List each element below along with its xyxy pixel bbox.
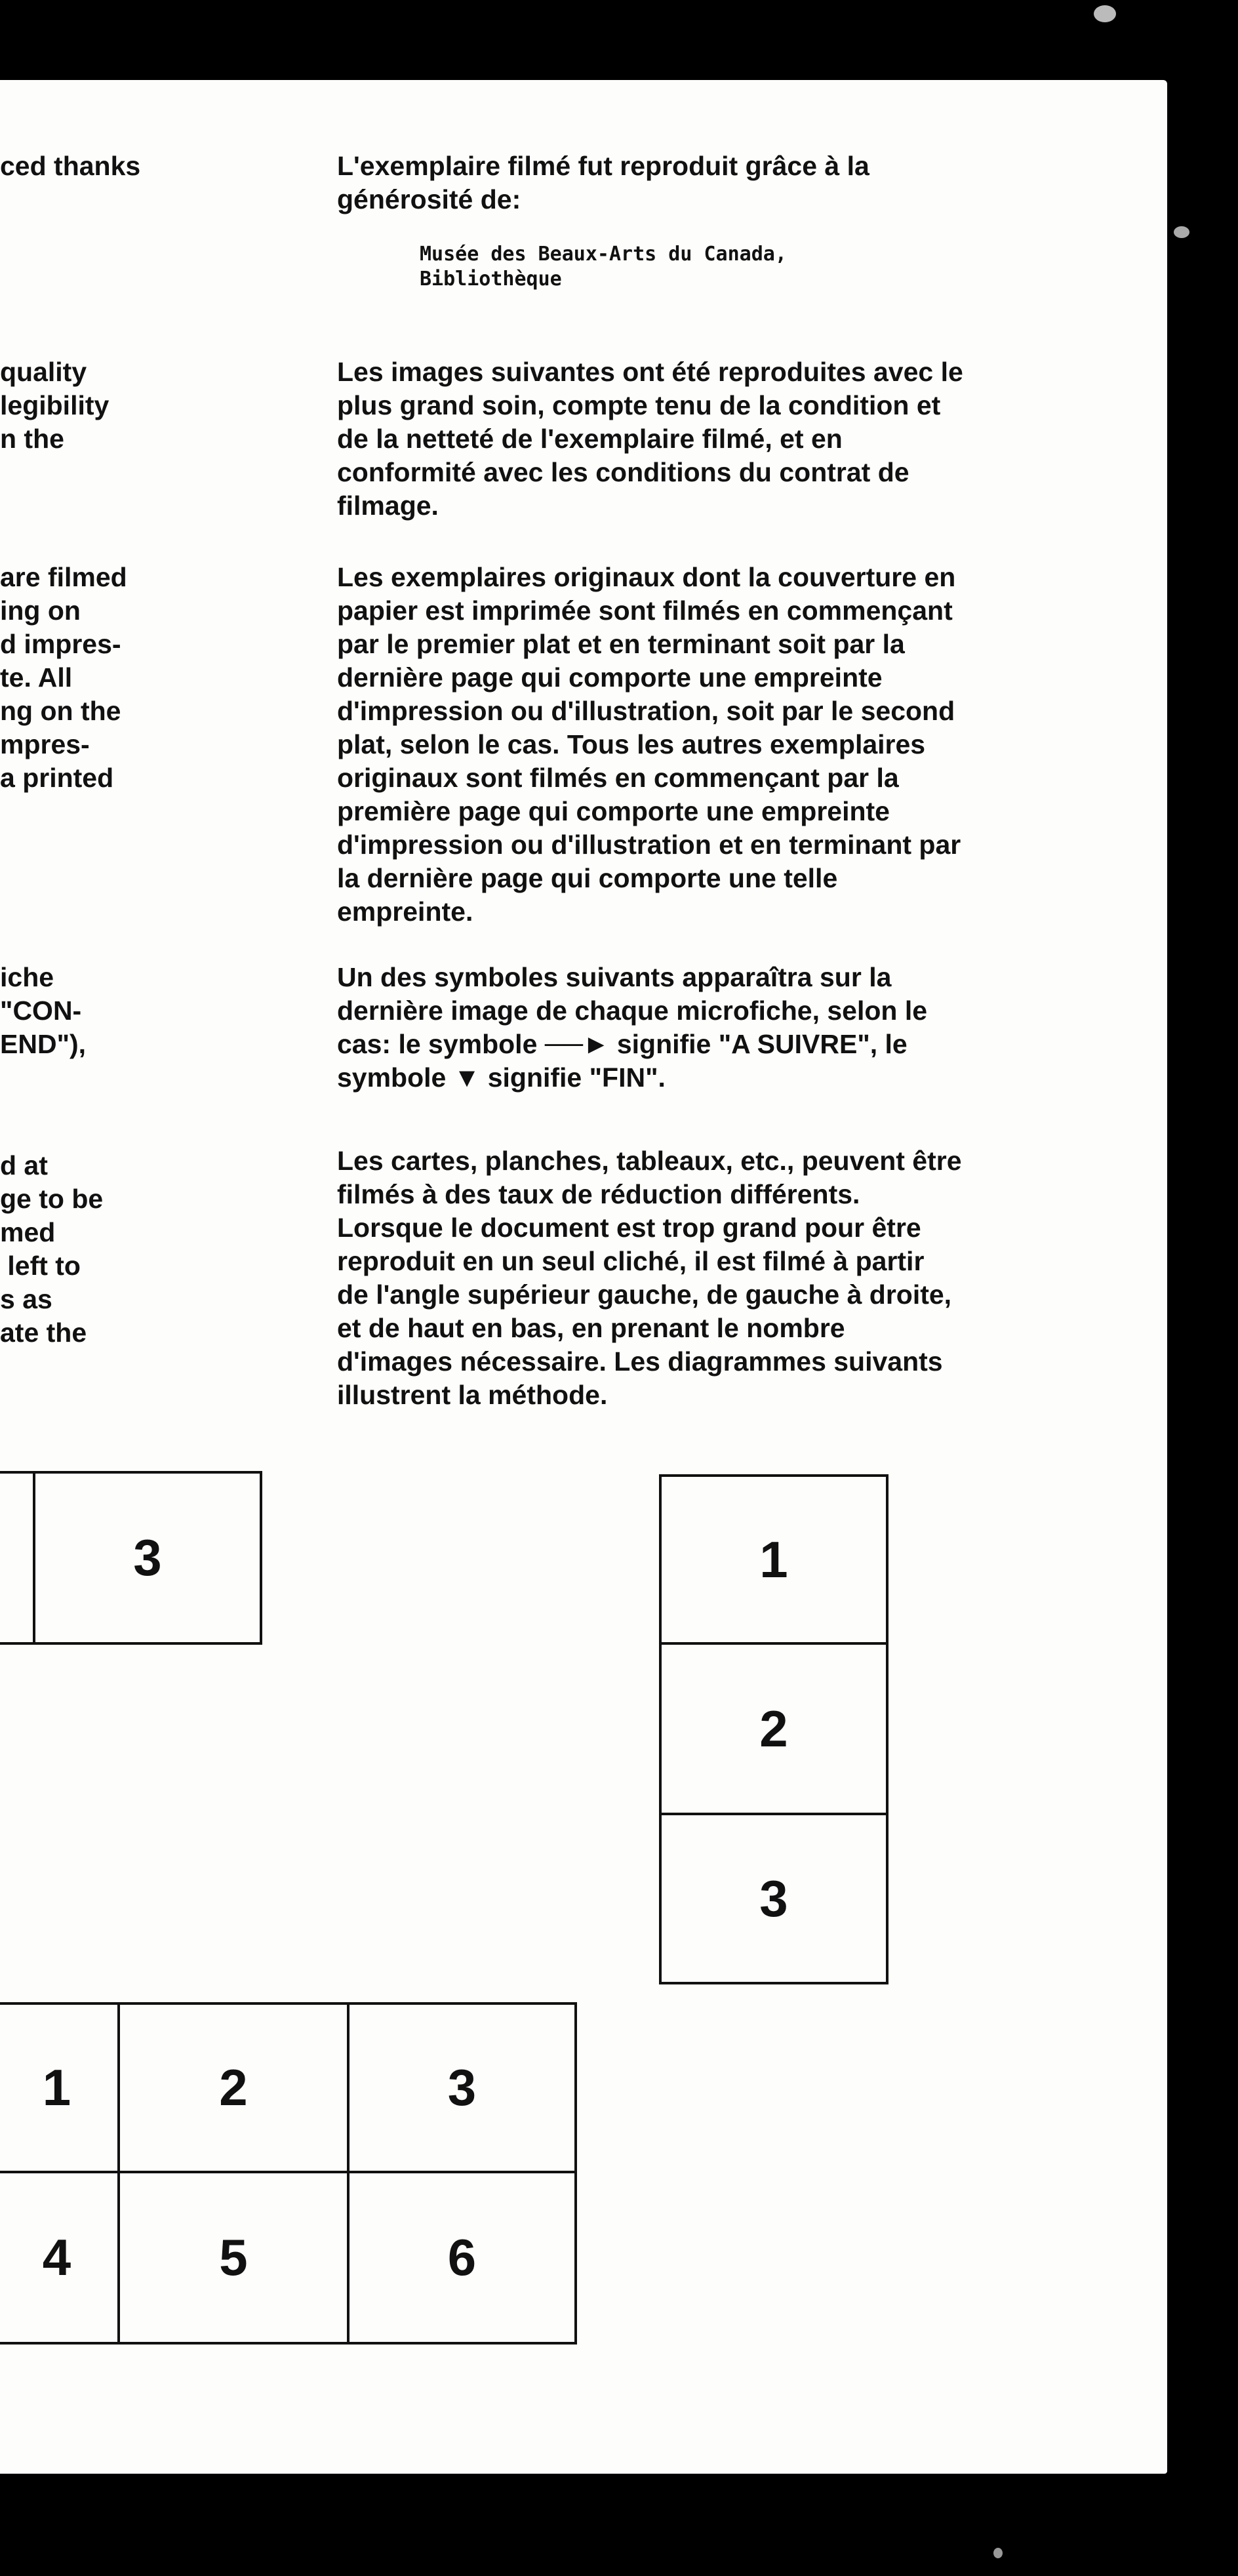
diagram-cell: 5 xyxy=(219,2228,248,2286)
left-fragment-5: d at ge to be med left to s as ate the xyxy=(0,1150,104,1348)
diagram-cell: 6 xyxy=(447,2228,477,2286)
diagram-cell: 2 xyxy=(759,1699,788,1758)
diagram-cell: 1 xyxy=(42,2059,71,2116)
diagram-horizontal xyxy=(0,1471,262,1645)
dust-speck xyxy=(993,2548,1003,2558)
left-fragment-4: iche "CON- END"), xyxy=(0,962,87,1059)
diagram-cell: 4 xyxy=(42,2228,71,2286)
paragraph-symbols: Un des symboles suivants apparaîtra sur la dernière image de chaque microfiche, selon le cas: le symbole ──► signifie "A SUIVRE", le symbole ▼ signifie "FIN". xyxy=(337,962,928,1093)
paragraph-images: Les images suivantes ont été reproduites avec le plus grand soin, compte tenu de la condition et de la netteté de l'exemplaire filmé, et en conformité avec les conditions du contrat de filmage. xyxy=(337,357,963,521)
paragraph-originals: Les exemplaires originaux dont la couverture en papier est imprimée sont filmés en commençant par le premier plat et en terminant soit par la dernière page qui comporte une empreinte d'impression ou d'illustration, soit par le second plat, selon le cas. Tous les autres exemplaires originaux sont filmés en commençant par la première page qui comporte une empreinte d'impression ou d'illustration et en terminant par la dernière page qui comporte une telle empreinte. xyxy=(337,562,961,927)
dust-speck xyxy=(1094,5,1116,22)
left-fragment-2: quality legibility n the xyxy=(0,357,110,454)
intro-text: L'exemplaire filmé fut reproduit grâce à la générosité de: xyxy=(337,151,869,214)
diagram-vertical xyxy=(659,1474,889,1984)
dust-speck xyxy=(1174,226,1189,238)
paragraph-maps: Les cartes, planches, tableaux, etc., peuvent être filmés à des taux de réduction différents. Lorsque le document est trop grand pour être reproduit en un seul cliché, il est filmé à partir de l'angle supérieur gauche, de gauche à droite, et de haut en bas, en prenant le nombre d'images nécessaire. Les diagrammes suivants illustrent la méthode. xyxy=(337,1146,962,1410)
diagram-cell: 3 xyxy=(133,1529,162,1586)
left-fragment-3: are filmed ing on d impres- te. All ng on the mpres- a printed xyxy=(0,562,127,793)
left-fragment-1: ced thanks xyxy=(0,151,141,181)
institution-name: Musée des Beaux-Arts du Canada, Bibliothèque xyxy=(420,243,787,291)
diagram-cell: 2 xyxy=(219,2059,248,2116)
diagram-grid xyxy=(0,2002,577,2345)
diagram-cell: 3 xyxy=(759,1869,788,1927)
diagram-cell: 3 xyxy=(447,2059,477,2116)
diagram-cell: 1 xyxy=(759,1530,788,1588)
